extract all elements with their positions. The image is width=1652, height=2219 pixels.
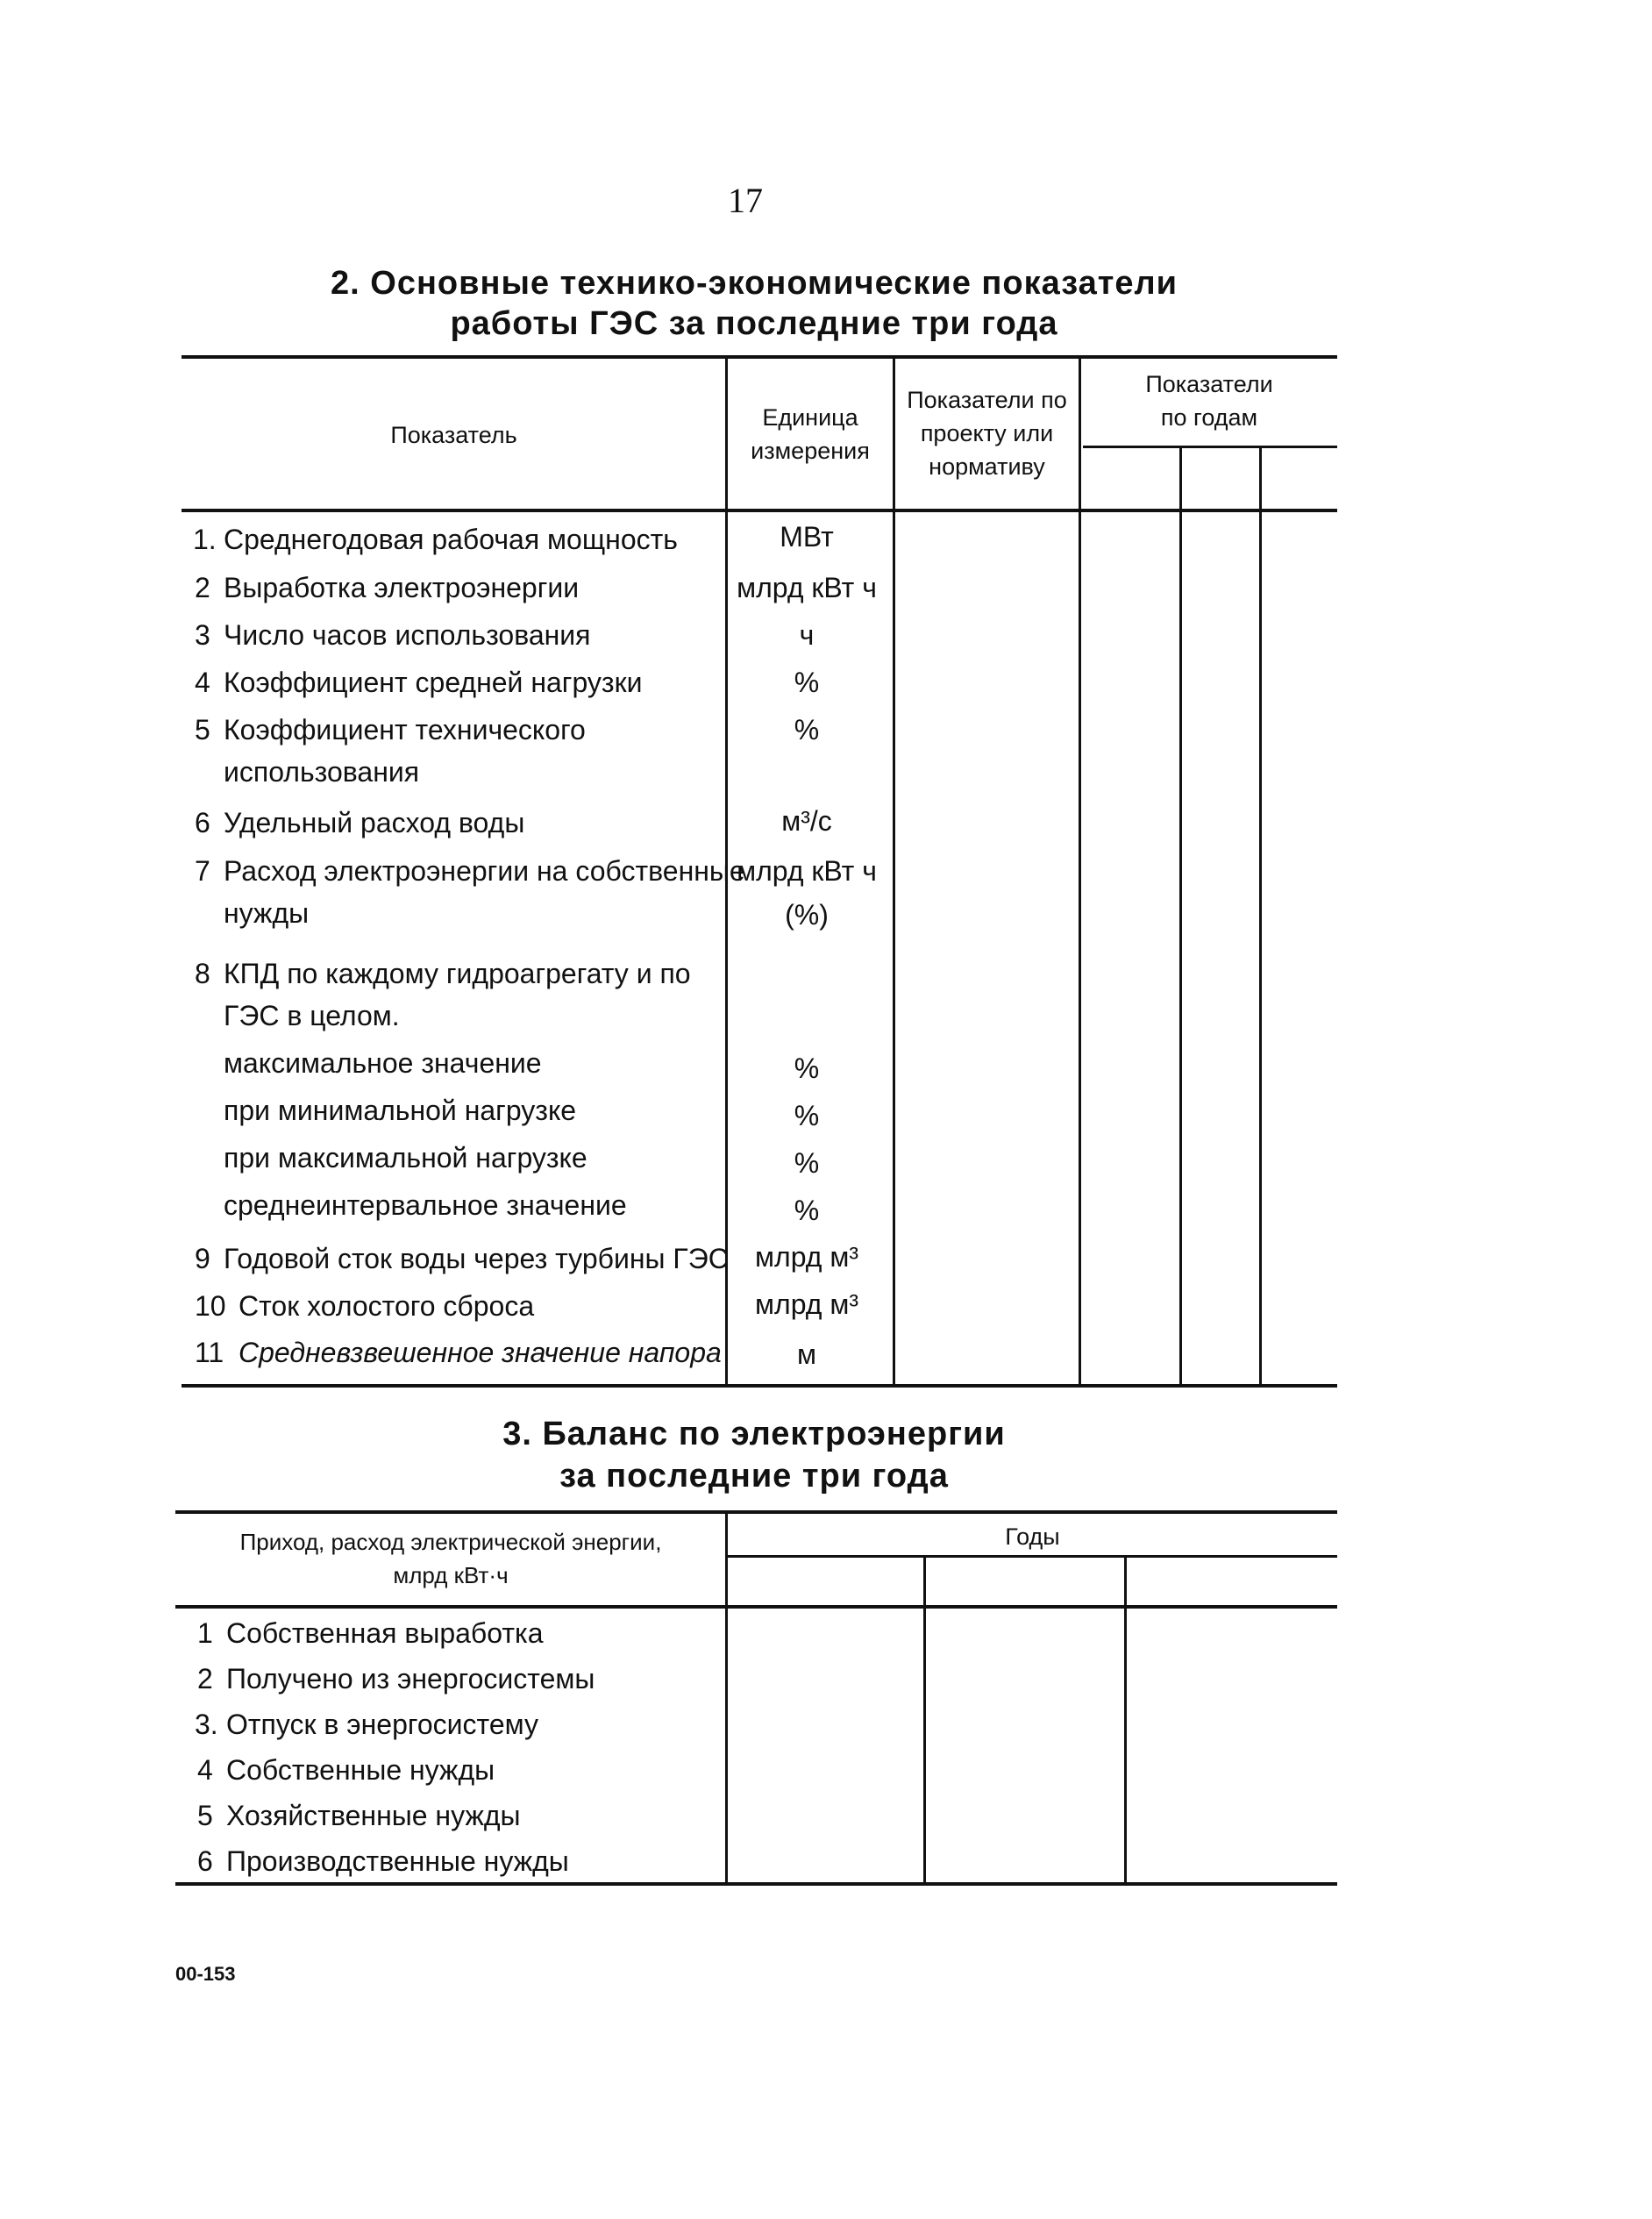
- balance-row-number: 5: [197, 1800, 213, 1831]
- balance-row-number: 3.: [195, 1709, 218, 1740]
- balance-row-label: Хозяйственные нужды: [226, 1800, 521, 1831]
- table1-header-rule: [182, 509, 1337, 512]
- row-unit: млрд м³: [755, 1241, 858, 1273]
- header-unit-line2: измерения: [751, 438, 870, 464]
- row-unit: %: [794, 1147, 820, 1179]
- row-number: 2: [195, 572, 210, 603]
- row-number: 1.: [193, 524, 217, 555]
- row-indicator-cont: ГЭС в целом.: [224, 1000, 400, 1031]
- row-indicator: Число часов использования: [224, 619, 591, 651]
- row-unit: ч: [799, 619, 815, 651]
- row-indicator-cont: использования: [224, 756, 420, 788]
- header-balance-item-line1: Приход, расход электрической энергии,: [239, 1529, 662, 1555]
- row-indicator: КПД по каждому гидроагрегату и по: [224, 958, 691, 989]
- header-project-line1: Показатели по: [907, 387, 1067, 413]
- section3-title-line2: за последние три года: [559, 1458, 949, 1495]
- balance-row-label: Собственные нужды: [226, 1754, 495, 1786]
- header-years-line2: по годам: [1160, 404, 1258, 431]
- table1-col-divider-project: [893, 357, 895, 1385]
- row-number: 11: [195, 1337, 224, 1368]
- row-number: 3: [195, 619, 210, 651]
- row-number: 4: [195, 667, 210, 698]
- table1-bottom-rule: [182, 1384, 1337, 1388]
- row-unit: %: [794, 1100, 820, 1131]
- page-number: 17: [728, 181, 763, 220]
- row-unit: млрд кВт ч: [737, 855, 877, 887]
- balance-row-label: Собственная выработка: [226, 1617, 544, 1649]
- table2-top-rule: [175, 1510, 1337, 1514]
- row-number: 7: [195, 855, 210, 887]
- table2-header-rule: [175, 1605, 1337, 1609]
- header-years-line1: Показатели: [1145, 371, 1273, 397]
- table1-top-rule: [182, 355, 1337, 359]
- header-indicator: Показатель: [390, 422, 517, 448]
- row-unit: м³/с: [781, 805, 832, 837]
- table2-col-divider-years: [725, 1512, 728, 1883]
- table1-years-subrule: [1083, 446, 1337, 448]
- header-balance-item-line2: млрд кВт·ч: [393, 1562, 509, 1588]
- row-indicator: Расход электроэнергии на собственные: [224, 855, 745, 887]
- row-unit-cont: (%): [785, 899, 829, 931]
- row-indicator: Средневзвешенное значение напора: [239, 1337, 722, 1368]
- row-unit: %: [794, 667, 820, 698]
- row-indicator: Коэффициент технического: [224, 714, 586, 746]
- balance-row-number: 2: [197, 1663, 213, 1695]
- row-number: 10: [195, 1290, 226, 1322]
- row-unit: МВт: [780, 521, 834, 553]
- balance-row-number: 1: [197, 1617, 213, 1649]
- table2-col-divider-year2: [923, 1557, 926, 1883]
- row-indicator: среднеинтервальное значение: [224, 1189, 627, 1221]
- balance-row-label: Отпуск в энергосистему: [226, 1709, 538, 1740]
- row-indicator: при максимальной нагрузке: [224, 1142, 587, 1174]
- row-number: 5: [195, 714, 210, 746]
- table1-col-divider-year3: [1259, 447, 1262, 1385]
- row-unit: %: [794, 1195, 820, 1226]
- row-indicator: Выработка электроэнергии: [224, 572, 580, 603]
- row-indicator: Удельный расход воды: [224, 807, 525, 838]
- row-unit: млрд м³: [755, 1288, 858, 1320]
- balance-row-label: Получено из энергосистемы: [226, 1663, 595, 1695]
- section3-title-line1: 3. Баланс по электроэнергии: [502, 1416, 1006, 1452]
- row-number: 8: [195, 958, 210, 989]
- balance-row-number: 4: [197, 1754, 213, 1786]
- footer-code: 00-153: [175, 1963, 236, 1985]
- balance-row-number: 6: [197, 1845, 213, 1877]
- row-indicator: Коэффициент средней нагрузки: [224, 667, 643, 698]
- header-balance-years: Годы: [1005, 1523, 1060, 1550]
- row-indicator: при минимальной нагрузке: [224, 1095, 577, 1126]
- row-unit: %: [794, 714, 820, 746]
- row-indicator: Среднегодовая рабочая мощность: [224, 524, 678, 555]
- row-unit: м: [797, 1338, 816, 1370]
- row-unit: %: [794, 1052, 820, 1084]
- row-unit: млрд кВт ч: [737, 572, 877, 603]
- section2-title-line2: работы ГЭС за последние три года: [450, 305, 1058, 342]
- row-indicator: Годовой сток воды через турбины ГЭС: [224, 1243, 729, 1274]
- table1-col-divider-years: [1079, 357, 1081, 1385]
- header-unit-line1: Единица: [762, 404, 858, 431]
- table2-bottom-rule: [175, 1882, 1337, 1886]
- row-indicator: Сток холостого сброса: [239, 1290, 535, 1322]
- row-indicator-cont: нужды: [224, 897, 310, 929]
- row-number: 6: [195, 807, 210, 838]
- row-number: 9: [195, 1243, 210, 1274]
- row-indicator: максимальное значение: [224, 1047, 542, 1079]
- table2-years-subrule: [725, 1555, 1337, 1558]
- header-project-line2: проекту или: [920, 420, 1054, 446]
- header-project-line3: нормативу: [929, 453, 1045, 480]
- table1-col-divider-year2: [1179, 447, 1182, 1385]
- section2-title-line1: 2. Основные технико-экономические показатели: [331, 265, 1178, 302]
- balance-row-label: Производственные нужды: [226, 1845, 569, 1877]
- table2-col-divider-year3: [1124, 1557, 1127, 1883]
